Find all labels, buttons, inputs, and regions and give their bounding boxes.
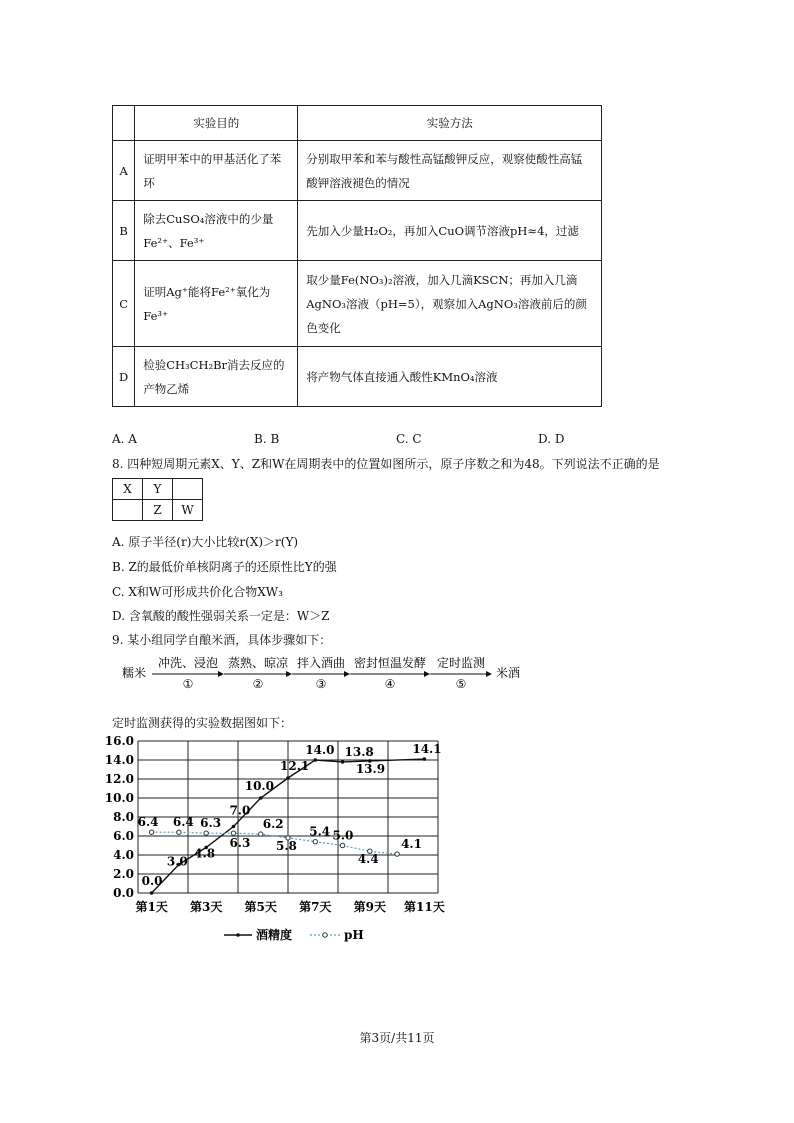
grid-cell: X [113,479,143,500]
table-row [113,201,602,261]
data-label: 4.4 [357,852,379,867]
row-label: C [113,261,135,347]
y-tick-label: 14.0 [104,753,134,767]
row-goal: 除去CuSO₄溶液中的少量Fe²⁺、Fe³⁺ [135,201,298,261]
data-label: 6.4 [172,815,194,830]
option-a: A. A [112,432,137,446]
row-goal: 证明Ag⁺能将Fe²⁺氧化为Fe³⁺ [135,261,298,347]
data-label: 14.1 [412,742,442,757]
table-row [113,141,602,201]
x-tick-label: 第5天 [244,900,277,914]
y-tick-label: 2.0 [113,867,134,881]
row-method: 将产物气体直接通入酸性KMnO₄溶液 [298,347,602,407]
flow-step-number: ③ [315,677,327,691]
flow-step-label: 密封恒温发酵 [353,656,427,670]
alcohol-point [150,891,154,895]
table-row [113,261,602,347]
alcohol-point [313,758,317,762]
q8-stem: 8. 四种短周期元素X、Y、Z和W在周期表中的位置如图所示，原子序数之和为48。下列说法不正确的是 [112,457,660,471]
flow-step-label: 冲洗、浸泡 [157,656,219,670]
data-label: 10.0 [244,779,274,793]
y-tick-label: 16.0 [104,735,134,748]
alcohol-point [423,757,427,761]
data-label: 4.1 [401,837,422,852]
y-tick-label: 8.0 [113,810,134,824]
data-label: 5.8 [276,838,297,853]
flow-arrow-head [286,671,292,677]
data-label: 6.2 [262,817,284,832]
process-flow [112,652,532,692]
flow-step-number: ② [252,677,264,691]
row-method: 取少量Fe(NO₃)₂溶液，加入几滴KSCN；再加入几滴AgNO₃溶液（pH=5），观察加入AgNO₃溶液前后的颜色变化 [298,261,602,347]
chart-intro: 定时监测获得的实验数据图如下： [112,716,293,730]
flow-step-label: 定时监测 [436,656,486,670]
legend-label-alcohol: 酒精度 [256,928,293,942]
q8-option-a: A. 原子半径(r)大小比较r(X)＞r(Y) [112,535,299,549]
data-label: 6.3 [229,836,251,851]
ph-point [204,831,208,835]
data-label: 6.4 [137,815,159,830]
option-b: B. B [254,432,280,446]
table-row [113,347,602,407]
q8-option-c: C. X和W可形成共价化合物XW₃ [112,585,283,599]
ph-point [340,843,344,847]
x-tick-label: 第11天 [404,900,445,914]
option-c: C. C [396,432,422,446]
flow-end: 米酒 [496,666,521,680]
x-tick-label: 第3天 [190,900,223,914]
flow-step-number: ① [182,677,194,691]
data-label: 13.8 [344,744,374,759]
row-goal: 证明甲苯中的甲基活化了苯环 [135,141,298,201]
grid-cell: Y [143,479,173,500]
data-label: 13.9 [355,761,386,776]
ph-point [231,831,235,835]
row-label: B [113,201,135,261]
table-header-method: 实验方法 [298,106,602,141]
data-label: 12.1 [280,759,310,774]
y-tick-label: 6.0 [113,829,134,843]
row-label: D [113,347,135,407]
grid-cell [113,500,143,521]
ph-point [149,830,153,834]
ph-point [177,830,181,834]
data-label: 5.4 [309,824,331,839]
periodic-grid [112,478,203,521]
flow-arrow-head [486,671,492,677]
flow-step-label: 拌入酒曲 [296,656,346,670]
row-label: A [113,141,135,201]
y-tick-label: 4.0 [113,848,134,862]
grid-cell: Z [143,500,173,521]
y-tick-label: 10.0 [104,791,134,805]
alcohol-point [259,796,263,800]
ph-point [313,840,317,844]
legend-label-ph: pH [344,928,364,942]
legend-marker-ph [323,933,327,937]
flow-arrow-head [218,671,224,677]
flow-step-number: ④ [384,677,396,691]
data-label: 7.0 [229,803,251,818]
q9-stem: 9. 某小组同学自酿米酒，具体步骤如下： [112,633,332,647]
flow-arrow-head [424,671,430,677]
table-header-label [113,106,135,141]
line-chart [100,735,480,950]
data-label: 5.0 [332,828,354,843]
option-d: D. D [538,432,565,446]
y-tick-label: 12.0 [104,772,134,786]
row-goal: 检验CH₃CH₂Br消去反应的产物乙烯 [135,347,298,407]
data-label: 14.0 [305,743,335,757]
flow-arrow-head [344,671,350,677]
ph-point [259,832,263,836]
experiment-table [112,105,602,407]
table-header-row [113,106,602,141]
q8-option-b: B. Z的最低价单核阴离子的还原性比Y的强 [112,560,337,574]
x-tick-label: 第7天 [299,900,332,914]
row-method: 分别取甲苯和苯与酸性高锰酸钾反应，观察使酸性高锰酸钾溶液褪色的情况 [298,141,602,201]
table-header-goal: 实验目的 [135,106,298,141]
data-label: 0.0 [141,874,163,888]
grid-cell [173,479,203,500]
data-label: 6.3 [200,816,222,831]
q8-option-d: D. 含氧酸的酸性强弱关系一定是：W＞Z [112,609,330,623]
page-footer: 第3页/共11页 [359,1031,435,1045]
flow-step-number: ⑤ [455,677,467,691]
y-tick-label: 0.0 [113,886,134,900]
legend-marker-alcohol [236,933,240,937]
data-label: 3.0 [166,854,188,869]
row-method: 先加入少量H₂O₂，再加入CuO调节溶液pH≈4，过滤 [298,201,602,261]
flow-start: 糯米 [122,666,147,680]
alcohol-point [341,760,345,764]
grid-cell: W [173,500,203,521]
flow-step-label: 蒸熟、晾凉 [227,656,289,670]
alcohol-point [286,776,290,780]
data-label: 4.8 [194,846,216,861]
x-tick-label: 第1天 [135,900,168,914]
alcohol-point [232,825,236,829]
ph-point [395,852,399,856]
x-tick-label: 第9天 [353,900,386,914]
